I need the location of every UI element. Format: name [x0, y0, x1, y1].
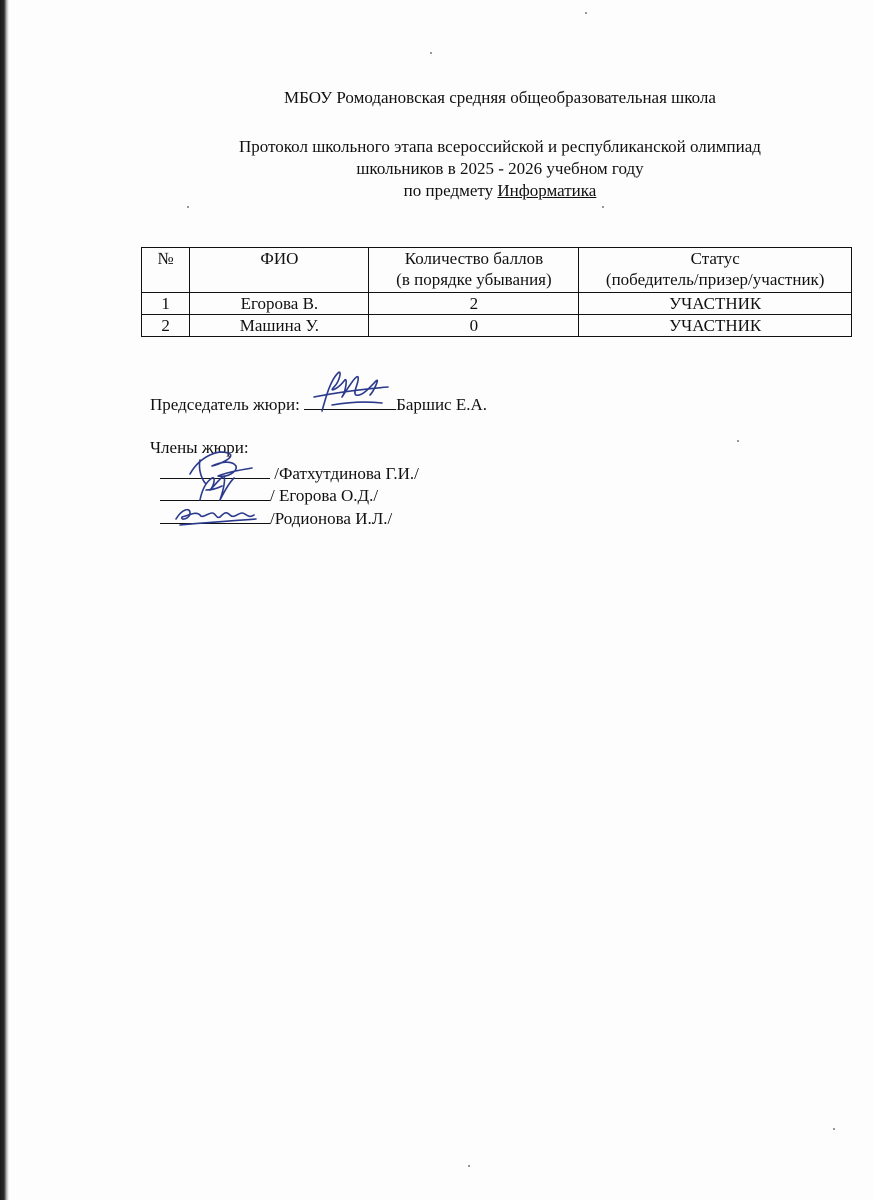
- header-name: ФИО: [190, 248, 369, 293]
- scan-speck: [602, 206, 604, 208]
- scan-speck: [737, 440, 739, 442]
- chair-signature: [304, 367, 396, 417]
- protocol-title: [150, 136, 850, 202]
- header-score: [369, 248, 579, 293]
- cell-score: 0: [369, 315, 579, 337]
- cell-name: Машина У.: [190, 315, 369, 337]
- header-status-line2: (победитель/призер/участник): [605, 270, 825, 289]
- jury-chair-name: Баршис Е.А.: [396, 395, 488, 414]
- jury-chair-label: Председатель жюри:: [150, 395, 305, 414]
- protocol-title-line1: Протокол школьного этапа всероссийской и республиканской олимпиад: [239, 137, 761, 156]
- subject-name: Информатика: [497, 181, 597, 200]
- scan-speck: [187, 206, 189, 208]
- scan-speck: [585, 12, 587, 14]
- cell-status: УЧАСТНИК: [579, 293, 852, 315]
- header-status: [579, 248, 852, 293]
- school-name: МБОУ Ромодановская средняя общеобразовательная школа: [284, 88, 716, 107]
- jury-members-label: Члены жюри:: [150, 438, 249, 457]
- table-header-row: [142, 248, 852, 293]
- table-row: [142, 293, 852, 315]
- subject-prefix: по предмету: [403, 181, 498, 200]
- jury-member-name: /Фатхутдинова Г.И./: [270, 464, 419, 483]
- results-table: [141, 247, 852, 337]
- table-row: [142, 315, 852, 337]
- header-score-line1: Количество баллов: [404, 249, 544, 268]
- jury-member-name: / Егорова О.Д./: [270, 486, 379, 505]
- chair-signature-line: [304, 391, 396, 410]
- protocol-title-line2: школьников в 2025 - 2026 учебном году: [356, 159, 644, 178]
- header-num: №: [142, 248, 190, 293]
- member-signature: [160, 491, 270, 531]
- scan-speck: [430, 52, 432, 54]
- scan-speck: [833, 1128, 835, 1130]
- subject-line: [150, 180, 850, 202]
- jury-member-row: [160, 505, 392, 530]
- scan-edge: [0, 0, 9, 1200]
- member-signature-line: [160, 505, 270, 524]
- cell-name: Егорова В.: [190, 293, 369, 315]
- cell-num: 2: [142, 315, 190, 337]
- jury-chair-row: [150, 391, 487, 416]
- cell-num: 1: [142, 293, 190, 315]
- header-score-line2: (в порядке убывания): [396, 270, 552, 289]
- scan-speck: [468, 1165, 470, 1167]
- jury-member-name: /Родионова И.Л./: [270, 509, 393, 528]
- cell-status: УЧАСТНИК: [579, 315, 852, 337]
- cell-score: 2: [369, 293, 579, 315]
- header-status-line1: Статус: [690, 249, 740, 268]
